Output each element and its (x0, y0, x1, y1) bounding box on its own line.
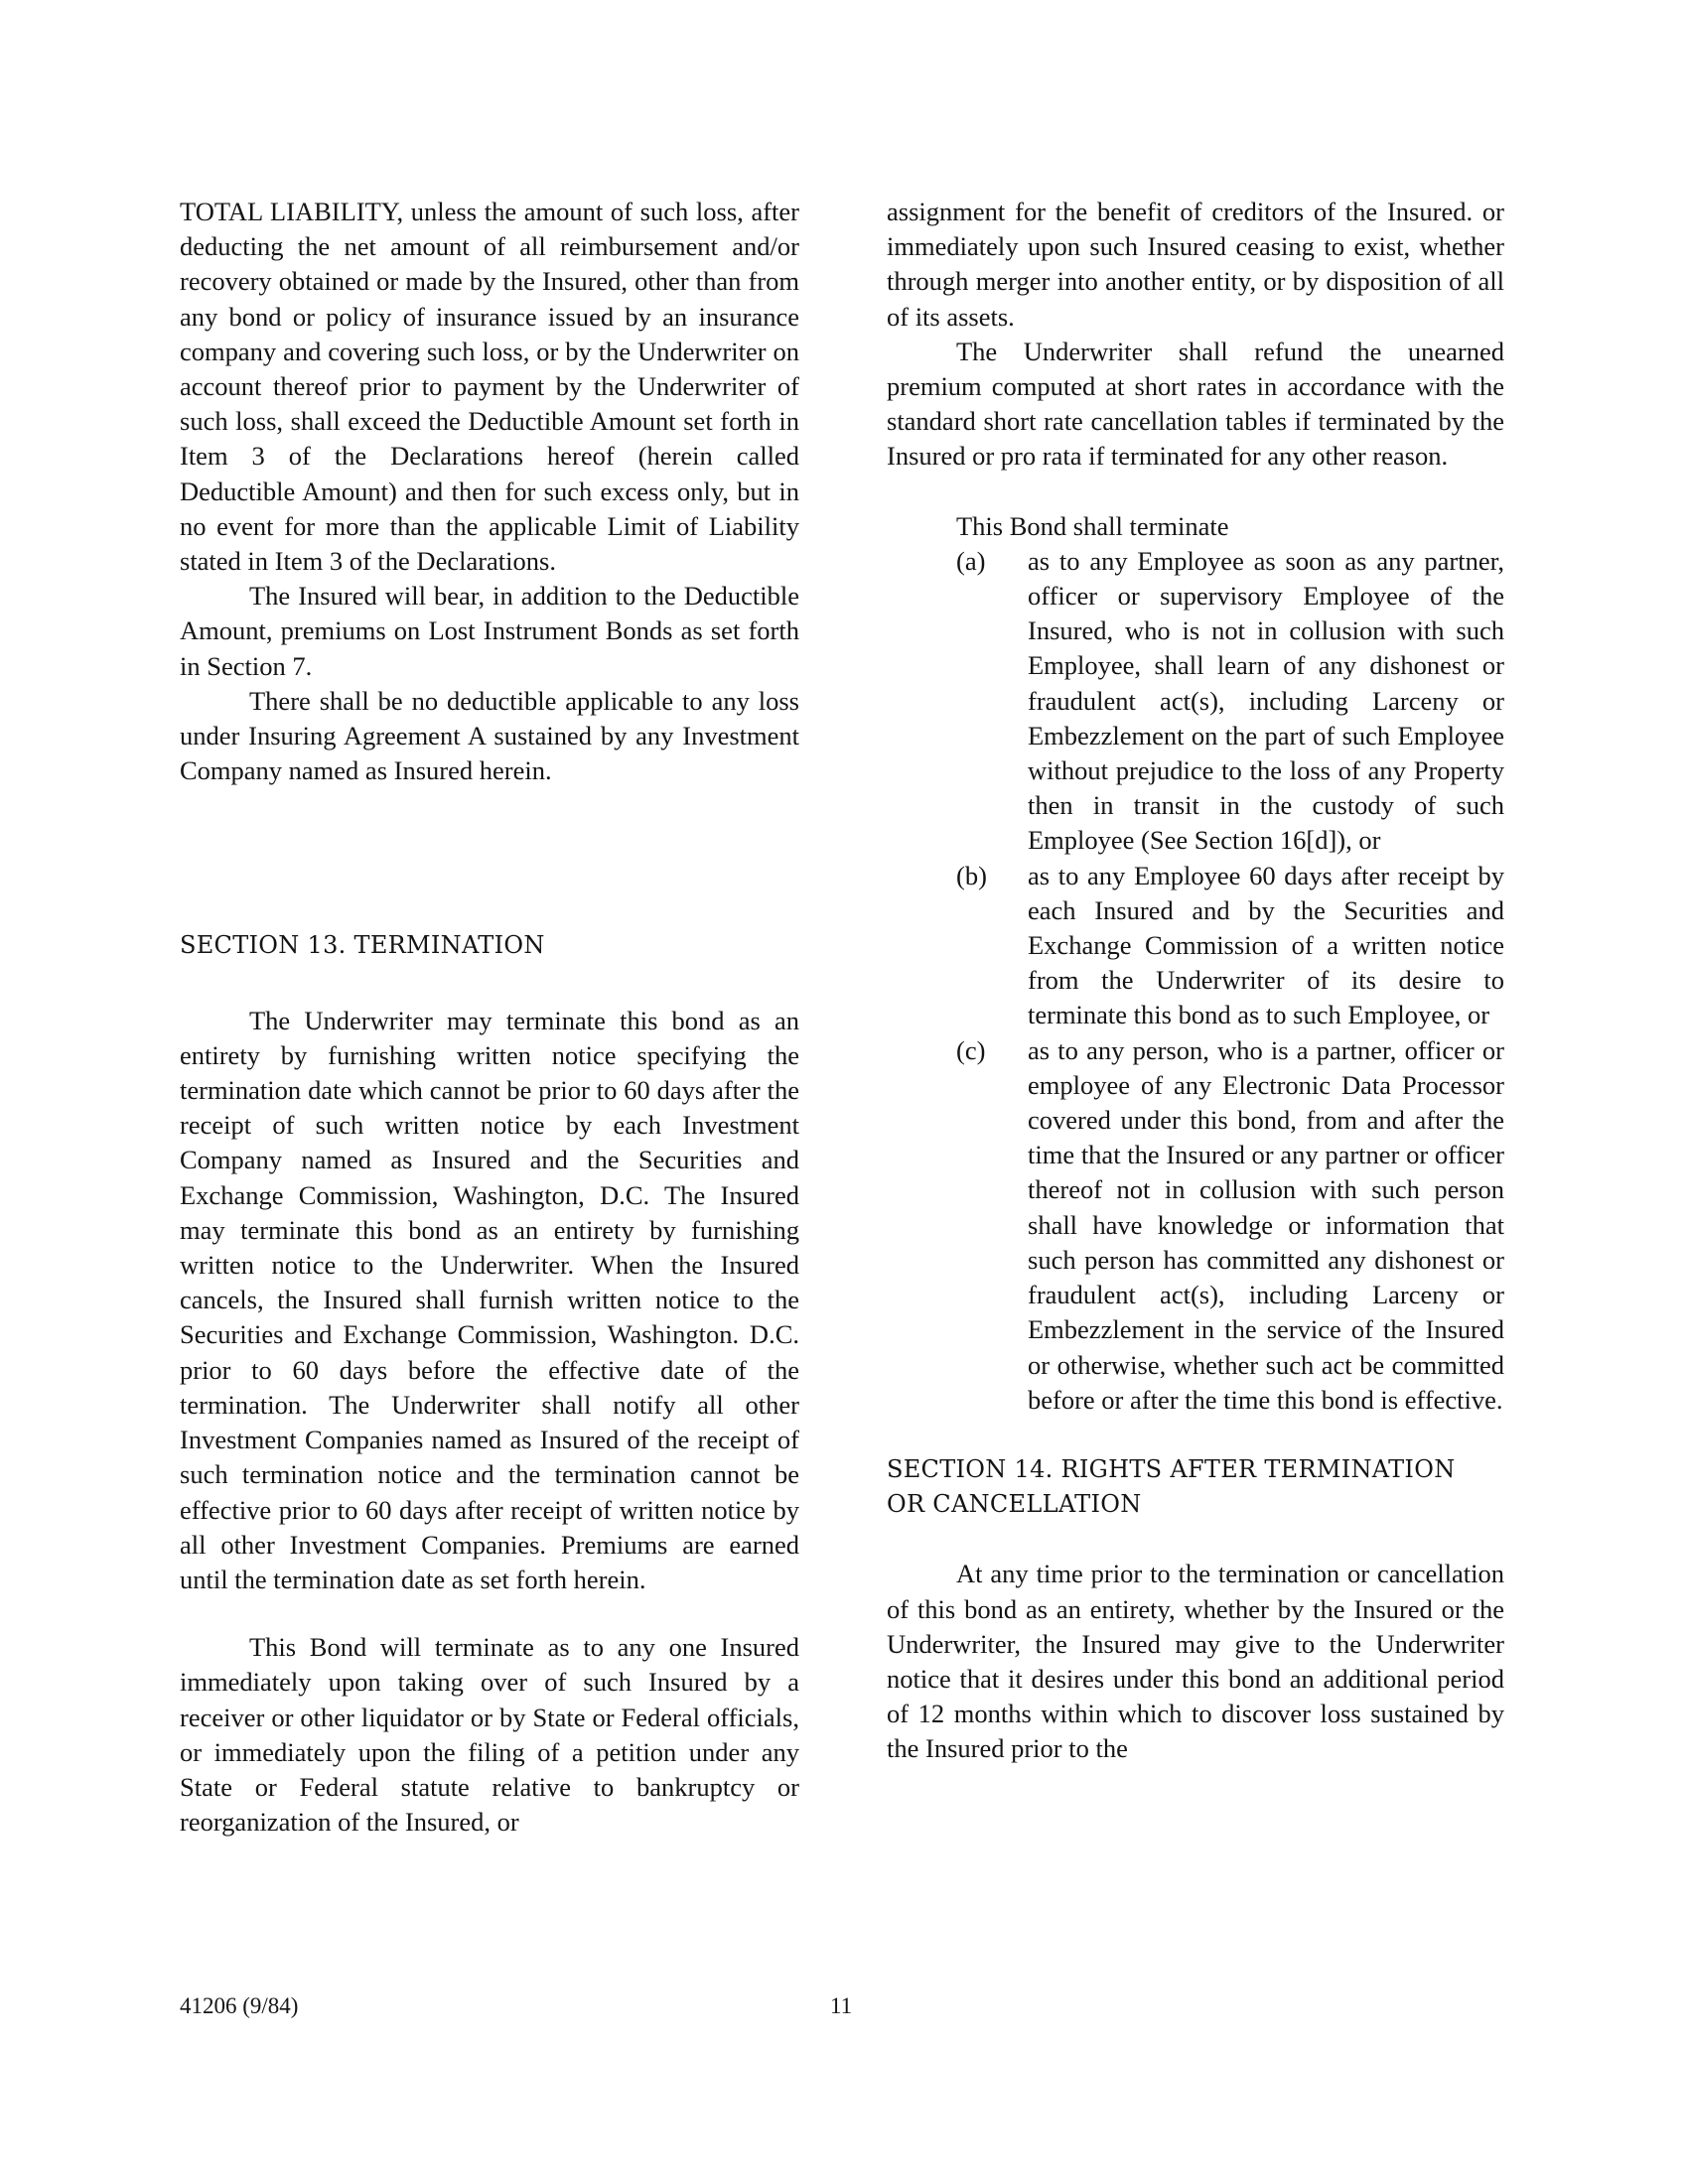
paragraph-bond-terminate-insured: This Bond will terminate as to any one Insured immediately upon taking over of such Insured by a receiver or other liquidator or by State or Federal officials, or immediately upon the filing of a petition under any State or Federal statute relative to bankruptcy or reorganization of the Insured, or (180, 1632, 799, 1838)
paragraph-total-liability: TOTAL LIABILITY, unless the amount of such loss, after deducting the net amount of all reimbursement and/or recovery obtained or made by the Insured, other than from any bond or policy of insurance issued by an insurance company and covering such loss, or by the Underwriter on account thereof prior to payment by the Underwriter of such loss, shall exceed the Deductible Amount set forth in Item 3 of the Declarations hereof (herein called Deductible Amount) and then for such excess only, but in no event for more than the applicable Limit of Liability stated in Item 3 of the Declarations. (180, 197, 799, 577)
paragraph-insured-bear: The Insured will bear, in addition to the Deductible Amount, premiums on Lost Instrument Bonds as set forth in Section 7. (180, 581, 799, 681)
list-item (956, 1033, 1504, 1418)
section-13-heading: SECTION 13. TERMINATION (180, 931, 545, 960)
paragraph-refund: The Underwriter shall refund the unearned premium computed at short rates in accordance with the standard short rate cancellation tables if terminated by the Insured or pro rata if terminated for any other reason. (887, 336, 1504, 472)
list-item-text: as to any person, who is a partner, officer or employee of any Electronic Data Processor covered under this bond, from and after the time that the Insured or any partner or officer thereof not in collusion with such person shall have knowledge or information that such person has committed any dishonest or fraudulent act(s), including Larceny or Embezzlement in the service of the Insured or otherwise, whether such act be committed before or after the time this bond is effective. (1028, 1034, 1504, 1415)
right-column (887, 195, 1504, 1767)
list-item-text: as to any Employee 60 days after receipt by each Insured and by the Securities and Exchange Commission of a written notice from the Underwriter of its desire to terminate this bond as to such Employee, or (1028, 860, 1504, 1030)
paragraph-rights-after-termination: At any time prior to the termination or cancellation of this bond as an entirety, whether by the Insured or the Underwriter, the Insured may give to the Underwriter notice that it desires under this bond an additional period of 12 months within which to discover loss sustained by the Insured prior to the (887, 1559, 1504, 1764)
section-14-heading-line1: SECTION 14. RIGHTS AFTER TERMINATION (887, 1454, 1456, 1483)
list-item (956, 544, 1504, 859)
terminate-intro: This Bond shall terminate (956, 510, 1229, 541)
list-item-text: as to any Employee as soon as any partner, officer or supervisory Employee of the Insured, who is not in collusion with such Employee, shall learn of any dishonest or fraudulent act(s), including Larceny or Embezzlement on the part of such Employee without prejudice to the loss of any Property then in transit in the custody of such Employee (See Section 16[d]), or (1028, 545, 1504, 856)
section-14-heading (887, 1452, 1504, 1522)
list-item-label: (a) (956, 545, 986, 576)
list-item-label: (b) (956, 860, 987, 890)
paragraph-no-deductible: There shall be no deductible applicable to any loss under Insuring Agreement A sustained by any Investment Company named as Insured herein. (180, 685, 799, 786)
termination-list (887, 544, 1504, 1418)
list-item-label: (c) (956, 1034, 986, 1065)
section-14-heading-line2: OR CANCELLATION (887, 1490, 1142, 1519)
page-number: 11 (830, 1993, 853, 2018)
left-column (180, 195, 799, 1840)
paragraph-assignment: assignment for the benefit of creditors of the Insured. or immediately upon such Insured ceasing to exist, whether through merger into another entity, or by disposition of all of its assets. (887, 197, 1504, 332)
paragraph-underwriter-terminate: The Underwriter may terminate this bond as an entirety by furnishing written notice specifying the termination date which cannot be prior to 60 days after the receipt of such written notice by each Investment Company named as Insured and the Securities and Exchange Commission, Washington, D.C. The Insured may terminate this bond as an entirety by furnishing written notice to the Underwriter. When the Insured cancels, the Insured shall furnish written notice to the Securities and Exchange Commission, Washington. D.C. prior to 60 days before the effective date of the termination. The Underwriter shall notify all other Investment Companies named as Insured of the receipt of such termination notice and the termination cannot be effective prior to 60 days after receipt of written notice by all other Investment Companies. Premiums are earned until the termination date as set forth herein. (180, 1005, 799, 1594)
list-item (956, 859, 1504, 1033)
footer-form-code: 41206 (9/84) (180, 1993, 299, 2018)
